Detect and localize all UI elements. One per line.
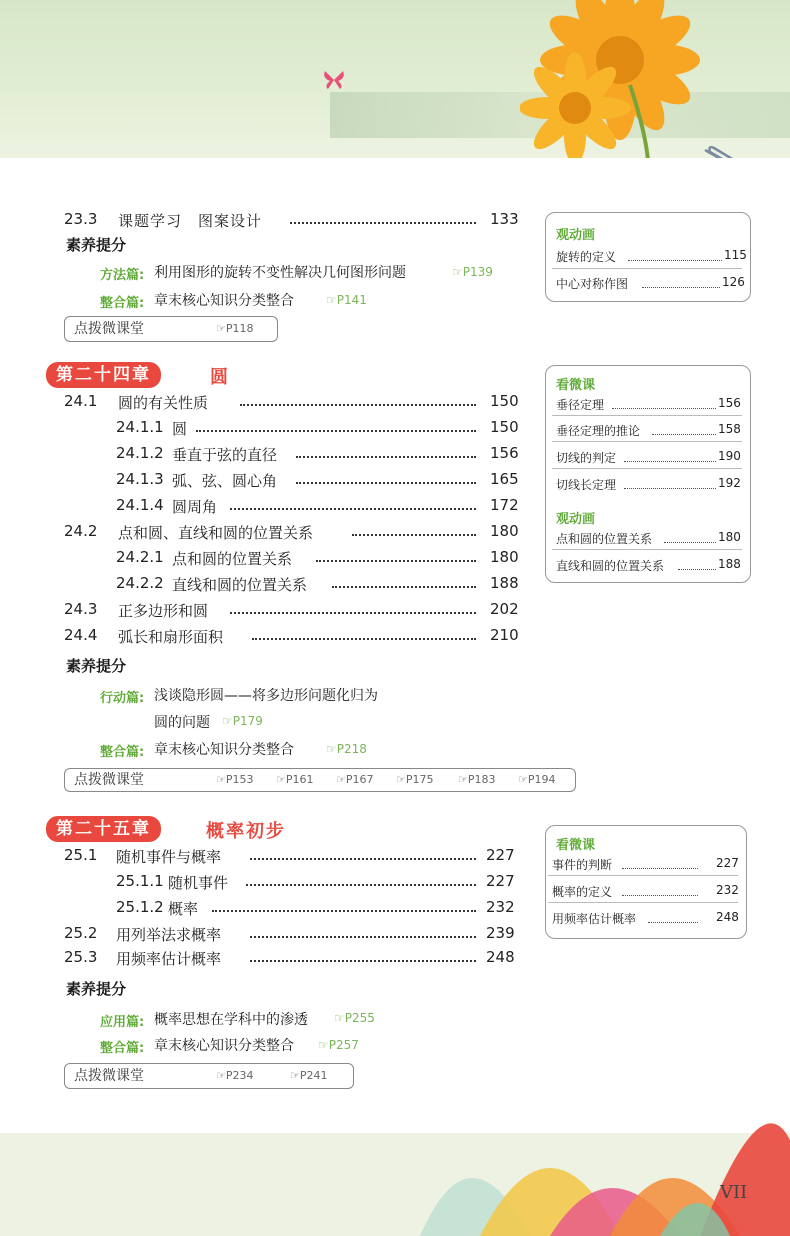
sidebox-item[interactable]: 垂径定理的推论 [556, 424, 641, 438]
toc-num: 23.3 [64, 210, 98, 228]
toc-title[interactable]: 圆周角 [172, 498, 218, 516]
apply-label: 应用篇: [100, 1015, 145, 1030]
leader-dots [250, 936, 476, 938]
toc-title[interactable]: 随机事件与概率 [116, 848, 222, 866]
chapter-tab: 第二十五章 [46, 816, 161, 842]
toc-title[interactable]: 点和圆、直线和圆的位置关系 [118, 524, 314, 542]
toc-page-num: 180 [490, 548, 519, 566]
divider [552, 268, 742, 269]
leader-dots [622, 868, 698, 869]
micro-lesson-ref[interactable]: ☞P118 [216, 322, 254, 335]
toc-page-num: 150 [490, 418, 519, 436]
micro-lesson-ref[interactable]: ☞P234 [216, 1069, 254, 1082]
action-text-cont[interactable]: 圆的问题 [154, 715, 210, 731]
suyang-heading: 素养提分 [66, 236, 127, 254]
divider [552, 468, 742, 469]
micro-lesson-label: 点拨微课堂 [74, 321, 144, 337]
leader-dots [612, 408, 716, 409]
sidebox-page: 248 [716, 910, 739, 924]
divider [552, 549, 742, 550]
leader-dots [624, 461, 716, 462]
divider [552, 441, 742, 442]
chapter-tab: 第二十四章 [46, 362, 161, 388]
action-label: 行动篇: [100, 691, 145, 706]
integrate-text[interactable]: 章末核心知识分类整合 [154, 293, 294, 309]
toc-page-num: 232 [486, 898, 515, 916]
toc-title[interactable]: 直线和圆的位置关系 [172, 576, 308, 594]
leader-dots [624, 488, 716, 489]
toc-num: 25.2 [64, 924, 98, 942]
sidebox-page: 192 [718, 476, 741, 490]
sidebox-page: 232 [716, 883, 739, 897]
suyang-heading: 素养提分 [66, 657, 127, 675]
toc-page-num: 210 [490, 626, 519, 644]
toc-title[interactable]: 圆的有关性质 [118, 394, 209, 412]
method-ref[interactable]: ☞P139 [452, 265, 493, 279]
leader-dots [250, 858, 476, 860]
toc-page-num: 239 [486, 924, 515, 942]
toc-page-num: 248 [486, 948, 515, 966]
leader-dots [352, 534, 476, 536]
leader-dots [316, 560, 476, 562]
toc-num: 25.1.1 [116, 872, 164, 890]
integrate-ref[interactable]: ☞P141 [326, 293, 367, 307]
suyang-heading: 素养提分 [66, 980, 127, 998]
toc-num: 24.2 [64, 522, 98, 540]
leader-dots [678, 569, 716, 570]
toc-title[interactable]: 点和圆的位置关系 [172, 550, 293, 568]
sidebox-page: 156 [718, 396, 741, 410]
integrate-text[interactable]: 章末核心知识分类整合 [154, 1038, 294, 1054]
sidebox-item[interactable]: 中心对称作图 [556, 277, 629, 291]
action-text[interactable]: 浅谈隐形圆——将多边形问题化归为 [154, 688, 378, 704]
micro-lesson-ref[interactable]: ☞P183 [458, 773, 496, 786]
integrate-label: 整合篇: [100, 296, 145, 311]
sidebox-heading: 观动画 [556, 228, 596, 243]
sidebox-page: 158 [718, 422, 741, 436]
page-number: VII [720, 1182, 748, 1203]
sidebox-heading: 看微课 [556, 378, 596, 393]
footer-shapes [400, 1080, 790, 1236]
leader-dots [230, 612, 476, 614]
sidebox-heading: 看微课 [556, 838, 596, 853]
toc-page-num: 180 [490, 522, 519, 540]
toc-page-num: 133 [490, 210, 519, 228]
leader-dots [196, 430, 476, 432]
leader-dots [622, 895, 698, 896]
toc-num: 24.2.1 [116, 548, 164, 566]
integrate-ref[interactable]: ☞P257 [318, 1038, 359, 1052]
toc-title[interactable]: 用列举法求概率 [116, 926, 222, 944]
micro-lesson-label: 点拨微课堂 [74, 772, 144, 788]
leader-dots [230, 508, 476, 510]
toc-page-num: 150 [490, 392, 519, 410]
leader-dots [296, 482, 476, 484]
toc-title[interactable]: 垂直于弦的直径 [172, 446, 278, 464]
leader-dots [628, 260, 722, 261]
chapter-title[interactable]: 圆 [210, 367, 228, 388]
toc-page-num: 227 [486, 846, 515, 864]
toc-num: 25.3 [64, 948, 98, 966]
leader-dots [246, 884, 476, 886]
leader-dots [212, 910, 476, 912]
toc-num: 24.2.2 [116, 574, 164, 592]
integrate-label: 整合篇: [100, 1041, 145, 1056]
butterfly-icon [322, 68, 346, 92]
toc-num: 25.1 [64, 846, 98, 864]
sidebox-item[interactable]: 垂径定理 [556, 398, 605, 412]
leader-dots [250, 960, 476, 962]
sidebox-item[interactable]: 切线的判定 [556, 451, 617, 465]
sidebox-item[interactable]: 点和圆的位置关系 [556, 532, 653, 546]
sidebox-page: 115 [724, 248, 747, 262]
leader-dots [652, 434, 716, 435]
action-ref[interactable]: ☞P179 [222, 714, 263, 728]
micro-lesson-ref[interactable]: ☞P167 [336, 773, 374, 786]
toc-page-num: 227 [486, 872, 515, 890]
toc-title[interactable]: 圆 [172, 420, 188, 438]
sidebox-item[interactable]: 事件的判断 [552, 858, 613, 872]
leader-dots [240, 404, 476, 406]
toc-title[interactable]: 弧长和扇形面积 [118, 628, 224, 646]
divider [548, 902, 738, 903]
method-label: 方法篇: [100, 268, 145, 283]
toc-num: 24.4 [64, 626, 98, 644]
sunflower-illustration [520, 0, 790, 160]
toc-title[interactable]: 课题学习 图案设计 [118, 212, 263, 230]
toc-page-num: 172 [490, 496, 519, 514]
toc-page-num: 165 [490, 470, 519, 488]
sidebox-page: 190 [718, 449, 741, 463]
divider [552, 415, 742, 416]
divider [548, 875, 738, 876]
method-text[interactable]: 利用图形的旋转不变性解决几何图形问题 [154, 265, 406, 281]
toc-num: 25.1.2 [116, 898, 164, 916]
sidebox-item[interactable]: 用频率估计概率 [552, 912, 637, 926]
toc-num: 24.1 [64, 392, 98, 410]
apply-text[interactable]: 概率思想在学科中的渗透 [154, 1012, 308, 1028]
apply-ref[interactable]: ☞P255 [334, 1011, 375, 1025]
micro-lesson-ref[interactable]: ☞P153 [216, 773, 254, 786]
leader-dots [332, 586, 476, 588]
micro-lesson-ref[interactable]: ☞P175 [396, 773, 434, 786]
toc-title[interactable]: 正多边形和圆 [118, 602, 209, 620]
sidebox-item[interactable]: 直线和圆的位置关系 [556, 559, 665, 573]
micro-lesson-ref[interactable]: ☞P194 [518, 773, 556, 786]
toc-page-num: 202 [490, 600, 519, 618]
toc-title[interactable]: 弧、弦、圆心角 [172, 472, 278, 490]
micro-lesson-ref[interactable]: ☞P161 [276, 773, 314, 786]
toc-num: 24.1.2 [116, 444, 164, 462]
integrate-ref[interactable]: ☞P218 [326, 742, 367, 756]
sidebox-item[interactable]: 切线长定理 [556, 478, 617, 492]
toc-page-num: 188 [490, 574, 519, 592]
toc-title[interactable]: 用频率估计概率 [116, 950, 222, 968]
integrate-text[interactable]: 章末核心知识分类整合 [154, 742, 294, 758]
sidebox-page: 180 [718, 530, 741, 544]
toc-num: 24.1.4 [116, 496, 164, 514]
micro-lesson-label: 点拨微课堂 [74, 1068, 144, 1084]
chapter-title[interactable]: 概率初步 [206, 821, 286, 842]
sidebox-item[interactable]: 旋转的定义 [556, 250, 617, 264]
integrate-label: 整合篇: [100, 745, 145, 760]
leader-dots [648, 922, 698, 923]
leader-dots [252, 638, 476, 640]
toc-title[interactable]: 概率 [168, 900, 199, 918]
toc-num: 24.1.3 [116, 470, 164, 488]
toc-page-num: 156 [490, 444, 519, 462]
sidebox-item[interactable]: 概率的定义 [552, 885, 613, 899]
micro-lesson-ref[interactable]: ☞P241 [290, 1069, 328, 1082]
sidebox-page: 188 [718, 557, 741, 571]
sidebox-heading: 观动画 [556, 512, 596, 527]
leader-dots [664, 542, 716, 543]
toc-num: 24.1.1 [116, 418, 164, 436]
toc-title[interactable]: 随机事件 [168, 874, 229, 892]
sidebox-page: 227 [716, 856, 739, 870]
leader-dots [642, 287, 720, 288]
leader-dots [290, 222, 476, 224]
sidebox-page: 126 [722, 275, 745, 289]
leader-dots [296, 456, 476, 458]
toc-num: 24.3 [64, 600, 98, 618]
